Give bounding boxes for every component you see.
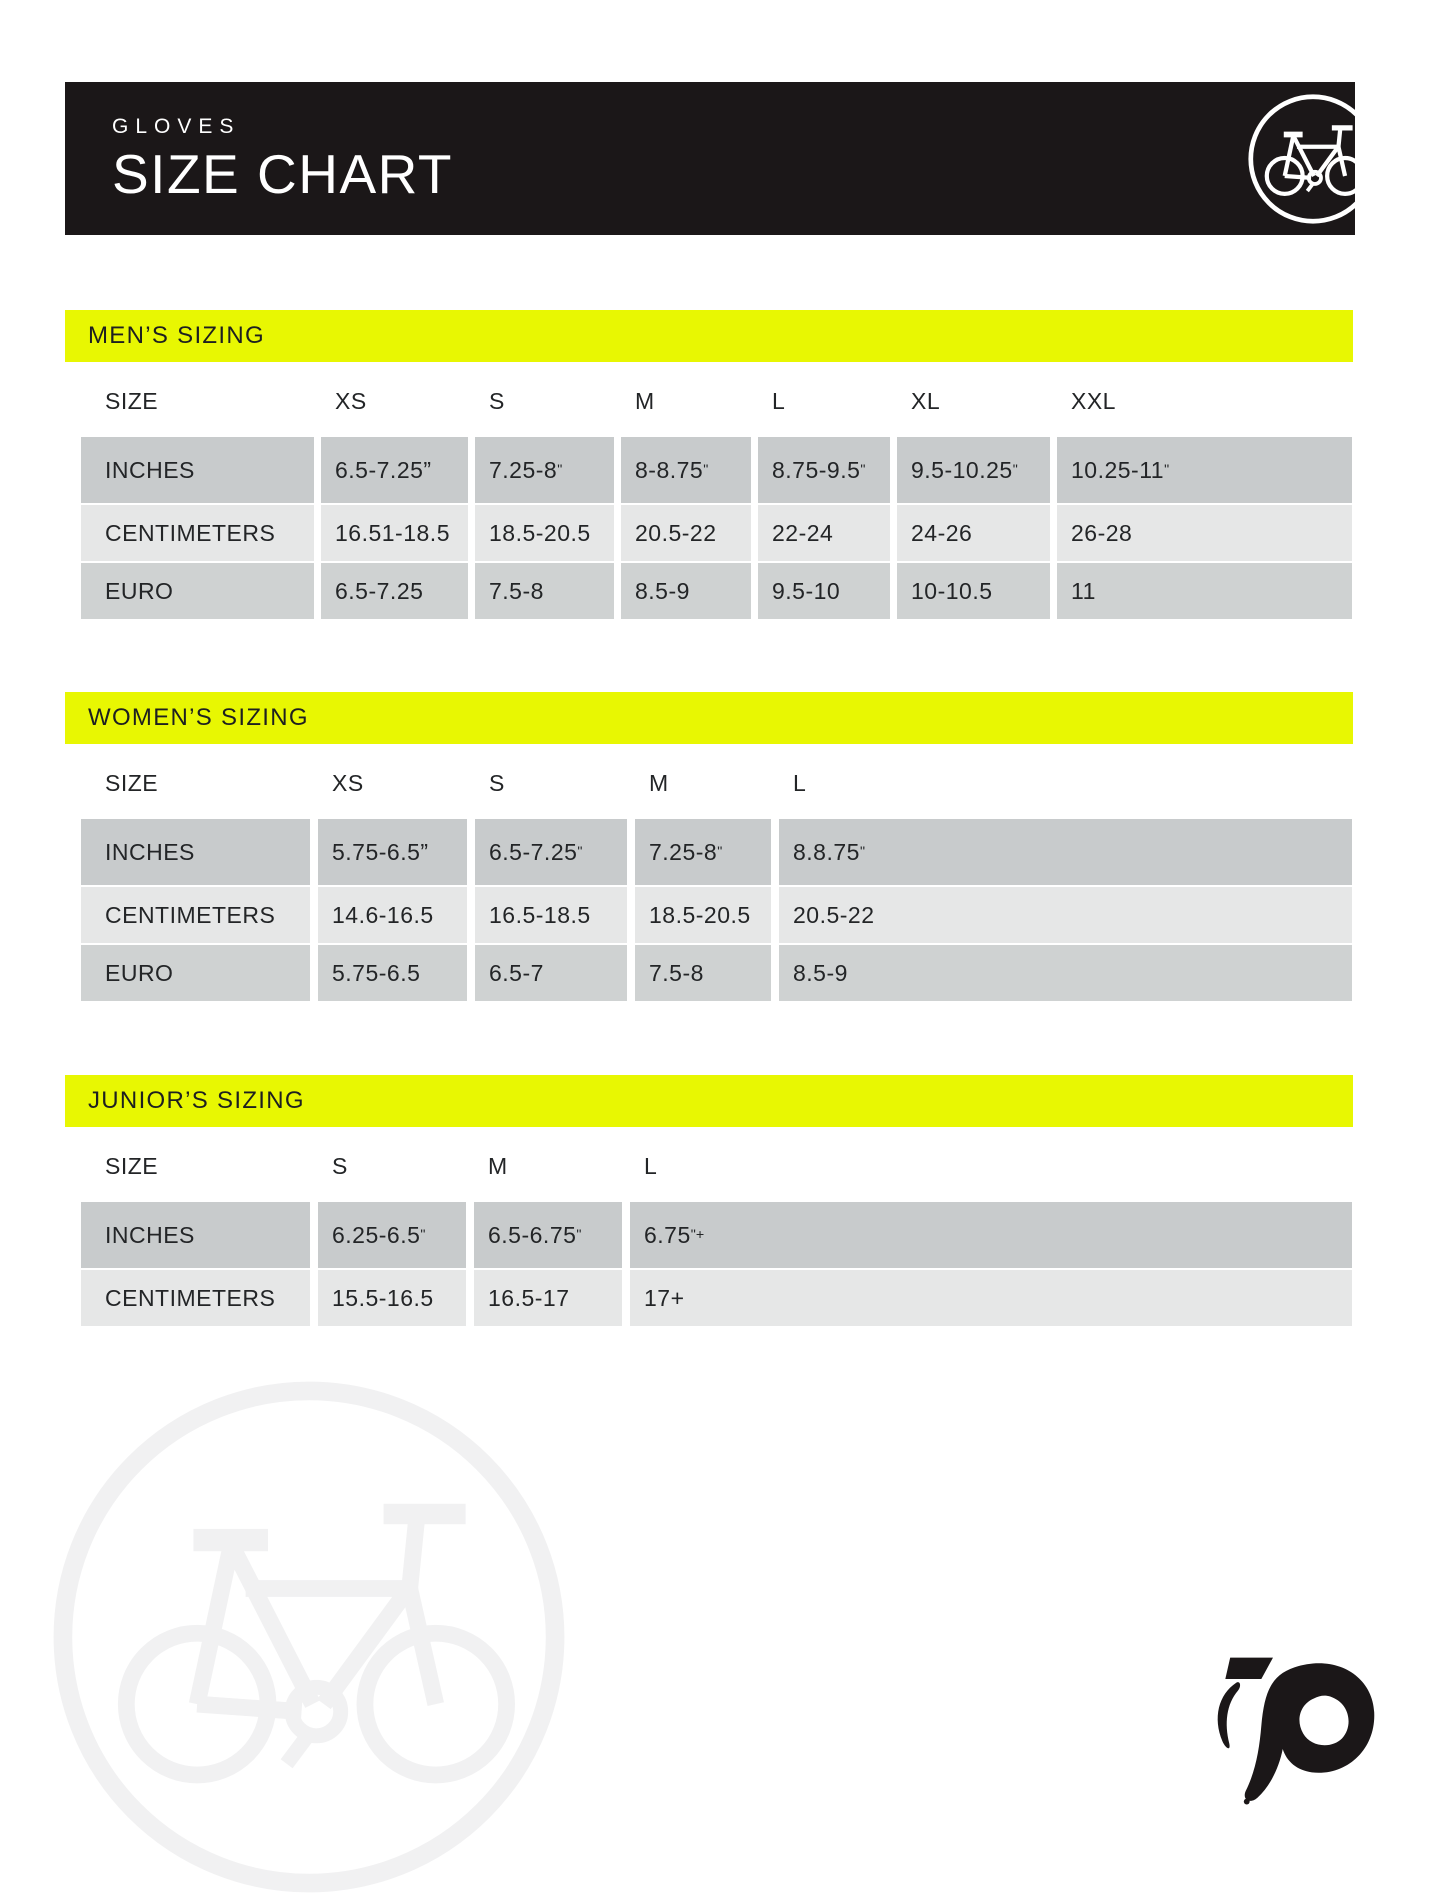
table-cell: 6.75 "+ [630, 1202, 1352, 1268]
mens-size-table [81, 380, 1352, 619]
bicycle-circle-watermark [48, 1376, 570, 1898]
section-title: JUNIOR’S SIZING [88, 1087, 305, 1114]
column-header-l: L [793, 769, 807, 796]
table-cell: 7.5-8 [635, 945, 771, 1001]
size-header-row [81, 762, 1352, 804]
juniors-size-table [81, 1145, 1352, 1326]
table-cell: 26-28 [1057, 505, 1352, 561]
size-header-label: SIZE [105, 769, 159, 796]
column-header-m: M [649, 769, 669, 796]
womens-size-table [81, 762, 1352, 1001]
inch-mark: " [860, 462, 866, 478]
table-cell: 6.5-6.75 " [474, 1202, 622, 1268]
table-cell: 6.5-7.25 [321, 563, 468, 619]
table-cell: 14.6-16.5 [318, 887, 467, 943]
table-cell: 10.25-11 " [1057, 437, 1352, 503]
section-header-bar [65, 1075, 1353, 1127]
table-cell: 8.5-9 [621, 563, 751, 619]
row-label: INCHES [81, 819, 310, 885]
section-header-bar [65, 310, 1353, 362]
column-header-s: S [489, 769, 505, 796]
row-label: CENTIMETERS [81, 887, 310, 943]
table-cell: 10-10.5 [897, 563, 1050, 619]
column-header-xxl: XXL [1071, 387, 1116, 414]
table-cell: 18.5-20.5 [475, 505, 614, 561]
column-header-xs: XS [332, 769, 364, 796]
table-cell: 8.5-9 [779, 945, 1352, 1001]
table-cell: 6.5-7.25 " [475, 819, 627, 885]
size-header-row [81, 1145, 1352, 1187]
table-cell: 20.5-22 [779, 887, 1352, 943]
column-header-m: M [635, 387, 655, 414]
table-cell: 9.5-10 [758, 563, 890, 619]
size-header-label: SIZE [105, 387, 159, 414]
row-label: EURO [81, 945, 310, 1001]
table-cell: 16.51-18.5 [321, 505, 468, 561]
size-header-label: SIZE [105, 1152, 159, 1179]
table-cell: 15.5-16.5 [318, 1270, 466, 1326]
header-bar [65, 82, 1355, 235]
column-header-l: L [772, 387, 786, 414]
table-cell: 22-24 [758, 505, 890, 561]
table-row-inches [81, 1202, 1352, 1268]
table-cell: 18.5-20.5 [635, 887, 771, 943]
section-mens-sizing [65, 310, 1445, 619]
table-cell: 17+ [630, 1270, 1352, 1326]
column-header-xl: XL [911, 387, 941, 414]
size-header-row [81, 380, 1352, 422]
row-label: CENTIMETERS [81, 505, 314, 561]
table-cell: 16.5-18.5 [475, 887, 627, 943]
table-cell: 8.75-9.5 " [758, 437, 890, 503]
table-row-euro [81, 945, 1352, 1001]
section-womens-sizing [65, 692, 1445, 1001]
table-cell: 20.5-22 [621, 505, 751, 561]
table-cell: 7.5-8 [475, 563, 614, 619]
table-cell: 8-8.75 " [621, 437, 751, 503]
table-cell: 6.5-7 [475, 945, 627, 1001]
table-cell: 6.5-7.25” [321, 437, 468, 503]
inch-mark: " [859, 844, 866, 860]
bicycle-circle-icon [1247, 93, 1355, 225]
table-cell: 7.25-8 " [635, 819, 771, 885]
inch-mark: " [1164, 462, 1170, 478]
section-title: WOMEN’S SIZING [88, 704, 309, 731]
column-header-xs: XS [335, 387, 367, 414]
inch-mark: " [576, 1227, 582, 1243]
section-juniors-sizing [65, 1075, 1445, 1326]
header-kicker: GLOVES [112, 114, 241, 138]
table-row-euro [81, 563, 1352, 619]
table-row-centimeters [81, 505, 1352, 561]
inch-mark: "+ [690, 1227, 705, 1243]
column-header-s: S [489, 387, 505, 414]
table-row-centimeters [81, 1270, 1352, 1326]
table-row-inches [81, 819, 1352, 885]
table-cell: 24-26 [897, 505, 1050, 561]
pearl-izumi-logo [1201, 1655, 1381, 1811]
row-label: INCHES [81, 437, 314, 503]
row-label: INCHES [81, 1202, 310, 1268]
column-header-m: M [488, 1152, 508, 1179]
page-title: SIZE CHART [112, 142, 453, 205]
inch-mark: " [557, 462, 563, 478]
table-row-centimeters [81, 887, 1352, 943]
table-cell: 8.8.75 " [779, 819, 1352, 885]
table-cell: 5.75-6.5 [318, 945, 467, 1001]
column-header-l: L [644, 1152, 658, 1179]
table-cell: 7.25-8 " [475, 437, 614, 503]
inch-mark: " [577, 844, 583, 860]
table-cell: 11 [1057, 563, 1352, 619]
inch-mark: " [717, 844, 723, 860]
table-cell: 5.75-6.5” [318, 819, 467, 885]
table-cell: 6.25-6.5 " [318, 1202, 466, 1268]
inch-mark: " [703, 462, 709, 478]
row-label: CENTIMETERS [81, 1270, 310, 1326]
inch-mark: " [1012, 462, 1018, 478]
table-cell: 16.5-17 [474, 1270, 622, 1326]
table-cell: 9.5-10.25 " [897, 437, 1050, 503]
section-header-bar [65, 692, 1353, 744]
table-row-inches [81, 437, 1352, 503]
section-title: MEN’S SIZING [88, 322, 265, 349]
inch-mark: " [420, 1227, 426, 1243]
row-label: EURO [81, 563, 314, 619]
column-header-s: S [332, 1152, 348, 1179]
